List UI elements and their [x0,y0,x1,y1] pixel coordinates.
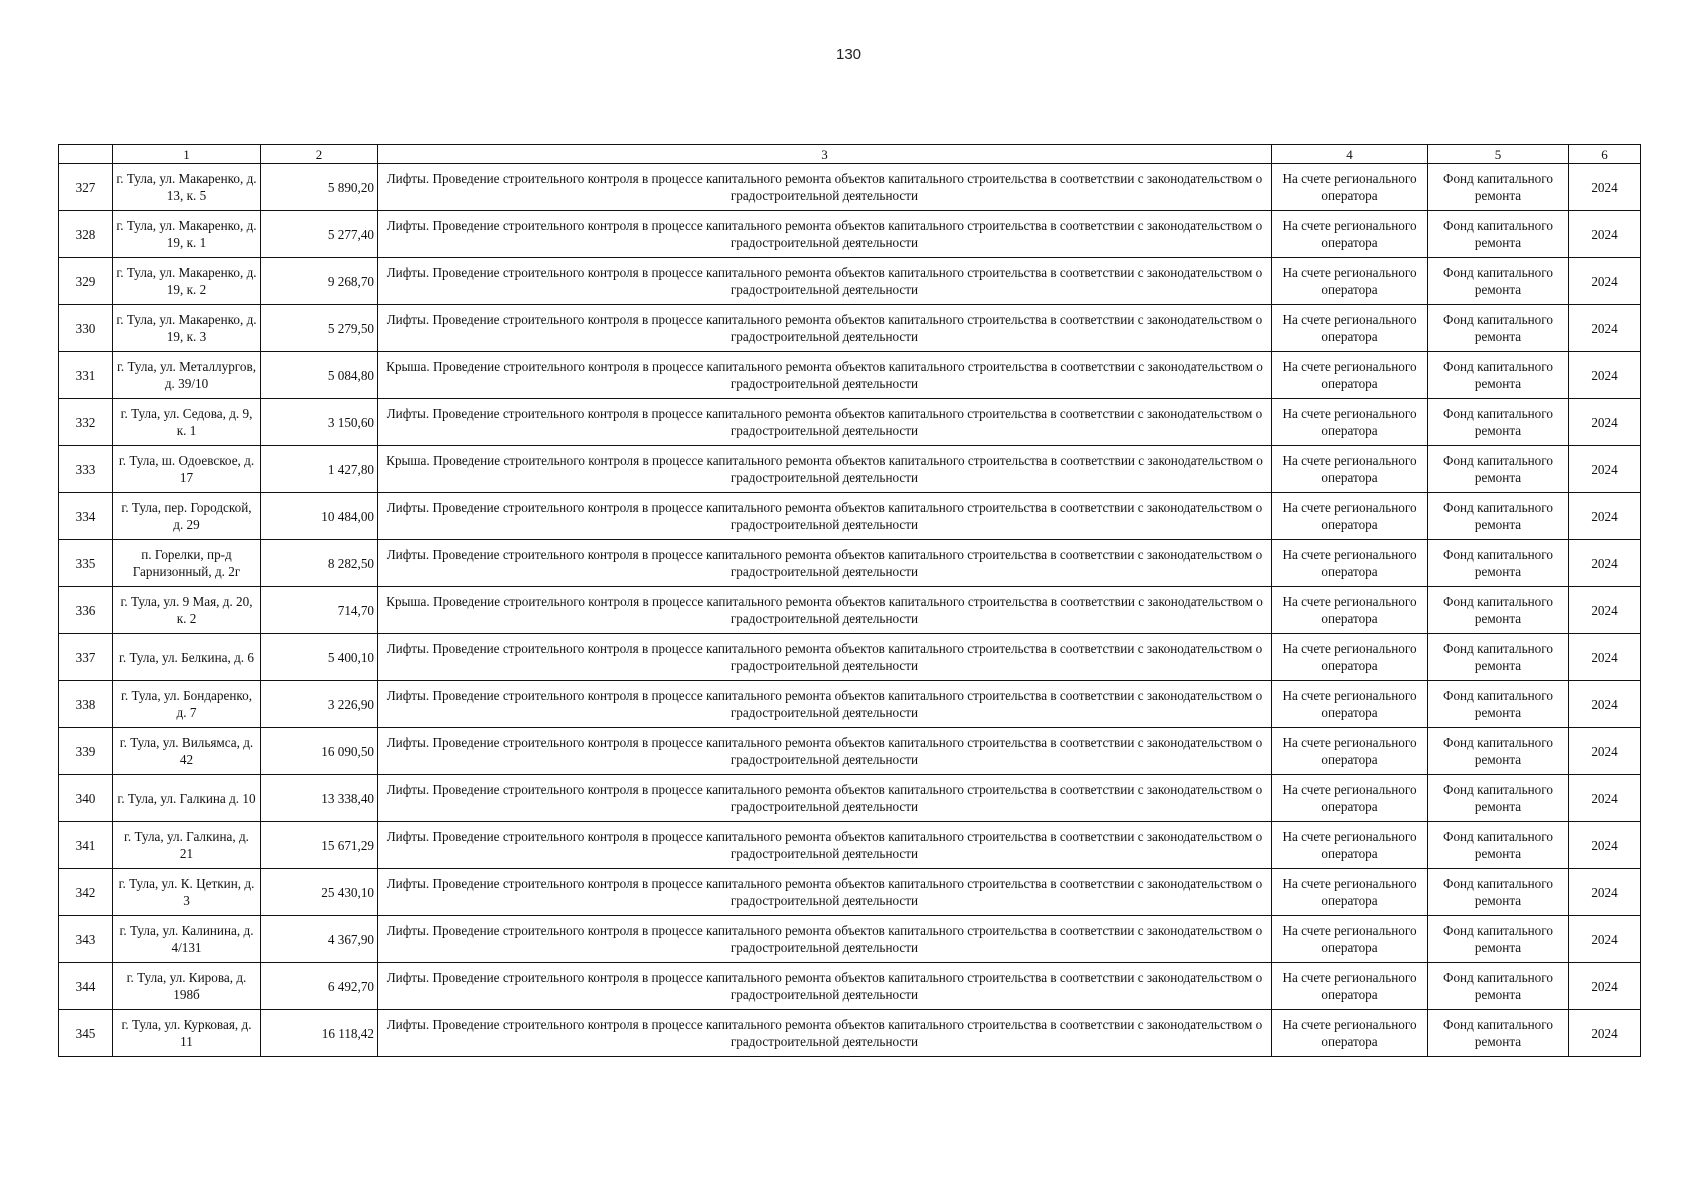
address-cell: г. Тула, ул. Металлургов, д. 39/10 [113,352,261,399]
account-cell: На счете регионального оператора [1272,540,1428,587]
address-cell: г. Тула, ул. Кирова, д. 198б [113,963,261,1010]
account-cell: На счете регионального оператора [1272,493,1428,540]
funding-source-cell: Фонд капитального ремонта [1428,164,1569,211]
work-description-cell: Лифты. Проведение строительного контроля в процессе капитального ремонта объектов капитального строительства в соответствии с законодательством о градостроительной деятельности [378,540,1272,587]
work-description-cell: Крыша. Проведение строительного контроля в процессе капитального ремонта объектов капитального строительства в соответствии с законодательством о градостроительной деятельности [378,352,1272,399]
funding-source-cell: Фонд капитального ремонта [1428,775,1569,822]
cost-cell: 15 671,29 [261,822,378,869]
account-cell: На счете регионального оператора [1272,305,1428,352]
account-cell: На счете регионального оператора [1272,352,1428,399]
account-cell: На счете регионального оператора [1272,822,1428,869]
work-description-cell: Лифты. Проведение строительного контроля в процессе капитального ремонта объектов капитального строительства в соответствии с законодательством о градостроительной деятельности [378,305,1272,352]
year-cell: 2024 [1569,352,1641,399]
table-row [59,493,1641,540]
year-cell: 2024 [1569,775,1641,822]
year-cell: 2024 [1569,963,1641,1010]
header-cell-1: 1 [113,145,261,164]
work-description-cell: Крыша. Проведение строительного контроля в процессе капитального ремонта объектов капитального строительства в соответствии с законодательством о градостроительной деятельности [378,587,1272,634]
work-description-cell: Лифты. Проведение строительного контроля в процессе капитального ремонта объектов капитального строительства в соответствии с законодательством о градостроительной деятельности [378,681,1272,728]
table-row [59,916,1641,963]
address-cell: г. Тула, ул. Макаренко, д. 13, к. 5 [113,164,261,211]
row-number-cell: 332 [59,399,113,446]
address-cell: г. Тула, ул. Галкина, д. 21 [113,822,261,869]
year-cell: 2024 [1569,164,1641,211]
year-cell: 2024 [1569,869,1641,916]
cost-cell: 8 282,50 [261,540,378,587]
address-cell: г. Тула, ул. 9 Мая, д. 20, к. 2 [113,587,261,634]
header-cell-index [59,145,113,164]
row-number-cell: 328 [59,211,113,258]
account-cell: На счете регионального оператора [1272,164,1428,211]
row-number-cell: 333 [59,446,113,493]
account-cell: На счете регионального оператора [1272,399,1428,446]
cost-cell: 3 226,90 [261,681,378,728]
table-row [59,258,1641,305]
table-row [59,399,1641,446]
funding-source-cell: Фонд капитального ремонта [1428,540,1569,587]
work-description-cell: Лифты. Проведение строительного контроля в процессе капитального ремонта объектов капитального строительства в соответствии с законодательством о градостроительной деятельности [378,211,1272,258]
work-description-cell: Лифты. Проведение строительного контроля в процессе капитального ремонта объектов капитального строительства в соответствии с законодательством о градостроительной деятельности [378,869,1272,916]
year-cell: 2024 [1569,493,1641,540]
cost-cell: 5 084,80 [261,352,378,399]
funding-source-cell: Фонд капитального ремонта [1428,728,1569,775]
address-cell: г. Тула, ул. Макаренко, д. 19, к. 2 [113,258,261,305]
account-cell: На счете регионального оператора [1272,681,1428,728]
address-cell: г. Тула, ул. Бондаренко, д. 7 [113,681,261,728]
year-cell: 2024 [1569,258,1641,305]
year-cell: 2024 [1569,634,1641,681]
row-number-cell: 338 [59,681,113,728]
header-cell-6: 6 [1569,145,1641,164]
table-row [59,587,1641,634]
account-cell: На счете регионального оператора [1272,211,1428,258]
table-body [59,145,1641,1057]
table-row [59,634,1641,681]
table-row [59,540,1641,587]
address-cell: г. Тула, ул. К. Цеткин, д. 3 [113,869,261,916]
year-cell: 2024 [1569,587,1641,634]
table-row [59,1010,1641,1057]
row-number-cell: 334 [59,493,113,540]
funding-source-cell: Фонд капитального ремонта [1428,869,1569,916]
year-cell: 2024 [1569,540,1641,587]
funding-source-cell: Фонд капитального ремонта [1428,211,1569,258]
year-cell: 2024 [1569,446,1641,493]
row-number-cell: 343 [59,916,113,963]
table-row [59,822,1641,869]
account-cell: На счете регионального оператора [1272,728,1428,775]
row-number-cell: 341 [59,822,113,869]
funding-source-cell: Фонд капитального ремонта [1428,963,1569,1010]
row-number-cell: 331 [59,352,113,399]
work-description-cell: Лифты. Проведение строительного контроля в процессе капитального ремонта объектов капитального строительства в соответствии с законодательством о градостроительной деятельности [378,258,1272,305]
work-description-cell: Крыша. Проведение строительного контроля в процессе капитального ремонта объектов капитального строительства в соответствии с законодательством о градостроительной деятельности [378,446,1272,493]
funding-source-cell: Фонд капитального ремонта [1428,634,1569,681]
cost-cell: 16 090,50 [261,728,378,775]
work-description-cell: Лифты. Проведение строительного контроля в процессе капитального ремонта объектов капитального строительства в соответствии с законодательством о градостроительной деятельности [378,493,1272,540]
address-cell: п. Горелки, пр-д Гарнизонный, д. 2г [113,540,261,587]
account-cell: На счете регионального оператора [1272,869,1428,916]
address-cell: г. Тула, ул. Макаренко, д. 19, к. 1 [113,211,261,258]
funding-source-cell: Фонд капитального ремонта [1428,493,1569,540]
cost-cell: 5 400,10 [261,634,378,681]
header-cell-5: 5 [1428,145,1569,164]
address-cell: г. Тула, ул. Седова, д. 9, к. 1 [113,399,261,446]
header-cell-2: 2 [261,145,378,164]
table-row [59,164,1641,211]
year-cell: 2024 [1569,916,1641,963]
year-cell: 2024 [1569,822,1641,869]
header-cell-4: 4 [1272,145,1428,164]
year-cell: 2024 [1569,211,1641,258]
row-number-cell: 327 [59,164,113,211]
table-row [59,963,1641,1010]
cost-cell: 1 427,80 [261,446,378,493]
row-number-cell: 342 [59,869,113,916]
cost-cell: 4 367,90 [261,916,378,963]
row-number-cell: 330 [59,305,113,352]
repair-registry-table [58,144,1641,1057]
cost-cell: 13 338,40 [261,775,378,822]
row-number-cell: 344 [59,963,113,1010]
funding-source-cell: Фонд капитального ремонта [1428,446,1569,493]
cost-cell: 10 484,00 [261,493,378,540]
header-cell-3: 3 [378,145,1272,164]
table-row [59,681,1641,728]
cost-cell: 9 268,70 [261,258,378,305]
table-row [59,305,1641,352]
cost-cell: 25 430,10 [261,869,378,916]
year-cell: 2024 [1569,1010,1641,1057]
cost-cell: 5 890,20 [261,164,378,211]
table-row [59,869,1641,916]
account-cell: На счете регионального оператора [1272,1010,1428,1057]
work-description-cell: Лифты. Проведение строительного контроля в процессе капитального ремонта объектов капитального строительства в соответствии с законодательством о градостроительной деятельности [378,164,1272,211]
year-cell: 2024 [1569,728,1641,775]
account-cell: На счете регионального оператора [1272,775,1428,822]
address-cell: г. Тула, ул. Белкина, д. 6 [113,634,261,681]
funding-source-cell: Фонд капитального ремонта [1428,352,1569,399]
funding-source-cell: Фонд капитального ремонта [1428,916,1569,963]
address-cell: г. Тула, ул. Курковая, д. 11 [113,1010,261,1057]
work-description-cell: Лифты. Проведение строительного контроля в процессе капитального ремонта объектов капитального строительства в соответствии с законодательством о градостроительной деятельности [378,634,1272,681]
funding-source-cell: Фонд капитального ремонта [1428,587,1569,634]
cost-cell: 5 277,40 [261,211,378,258]
year-cell: 2024 [1569,399,1641,446]
row-number-cell: 329 [59,258,113,305]
work-description-cell: Лифты. Проведение строительного контроля в процессе капитального ремонта объектов капитального строительства в соответствии с законодательством о градостроительной деятельности [378,822,1272,869]
header-row [59,145,1641,164]
row-number-cell: 339 [59,728,113,775]
address-cell: г. Тула, ул. Макаренко, д. 19, к. 3 [113,305,261,352]
table-row [59,352,1641,399]
cost-cell: 16 118,42 [261,1010,378,1057]
funding-source-cell: Фонд капитального ремонта [1428,399,1569,446]
account-cell: На счете регионального оператора [1272,587,1428,634]
account-cell: На счете регионального оператора [1272,916,1428,963]
address-cell: г. Тула, ул. Калинина, д. 4/131 [113,916,261,963]
table-row [59,775,1641,822]
address-cell: г. Тула, пер. Городской, д. 29 [113,493,261,540]
address-cell: г. Тула, ш. Одоевское, д. 17 [113,446,261,493]
work-description-cell: Лифты. Проведение строительного контроля в процессе капитального ремонта объектов капитального строительства в соответствии с законодательством о градостроительной деятельности [378,963,1272,1010]
row-number-cell: 340 [59,775,113,822]
cost-cell: 714,70 [261,587,378,634]
account-cell: На счете регионального оператора [1272,634,1428,681]
work-description-cell: Лифты. Проведение строительного контроля в процессе капитального ремонта объектов капитального строительства в соответствии с законодательством о градостроительной деятельности [378,1010,1272,1057]
year-cell: 2024 [1569,681,1641,728]
funding-source-cell: Фонд капитального ремонта [1428,305,1569,352]
cost-cell: 6 492,70 [261,963,378,1010]
table-row [59,728,1641,775]
work-description-cell: Лифты. Проведение строительного контроля в процессе капитального ремонта объектов капитального строительства в соответствии с законодательством о градостроительной деятельности [378,728,1272,775]
row-number-cell: 335 [59,540,113,587]
work-description-cell: Лифты. Проведение строительного контроля в процессе капитального ремонта объектов капитального строительства в соответствии с законодательством о градостроительной деятельности [378,399,1272,446]
cost-cell: 3 150,60 [261,399,378,446]
year-cell: 2024 [1569,305,1641,352]
address-cell: г. Тула, ул. Галкина д. 10 [113,775,261,822]
work-description-cell: Лифты. Проведение строительного контроля в процессе капитального ремонта объектов капитального строительства в соответствии с законодательством о градостроительной деятельности [378,916,1272,963]
funding-source-cell: Фонд капитального ремонта [1428,258,1569,305]
funding-source-cell: Фонд капитального ремонта [1428,681,1569,728]
row-number-cell: 336 [59,587,113,634]
table-row [59,211,1641,258]
work-description-cell: Лифты. Проведение строительного контроля в процессе капитального ремонта объектов капитального строительства в соответствии с законодательством о градостроительной деятельности [378,775,1272,822]
table-row [59,446,1641,493]
account-cell: На счете регионального оператора [1272,258,1428,305]
row-number-cell: 345 [59,1010,113,1057]
funding-source-cell: Фонд капитального ремонта [1428,822,1569,869]
page-number: 130 [835,46,862,63]
cost-cell: 5 279,50 [261,305,378,352]
funding-source-cell: Фонд капитального ремонта [1428,1010,1569,1057]
account-cell: На счете регионального оператора [1272,446,1428,493]
row-number-cell: 337 [59,634,113,681]
address-cell: г. Тула, ул. Вильямса, д. 42 [113,728,261,775]
account-cell: На счете регионального оператора [1272,963,1428,1010]
